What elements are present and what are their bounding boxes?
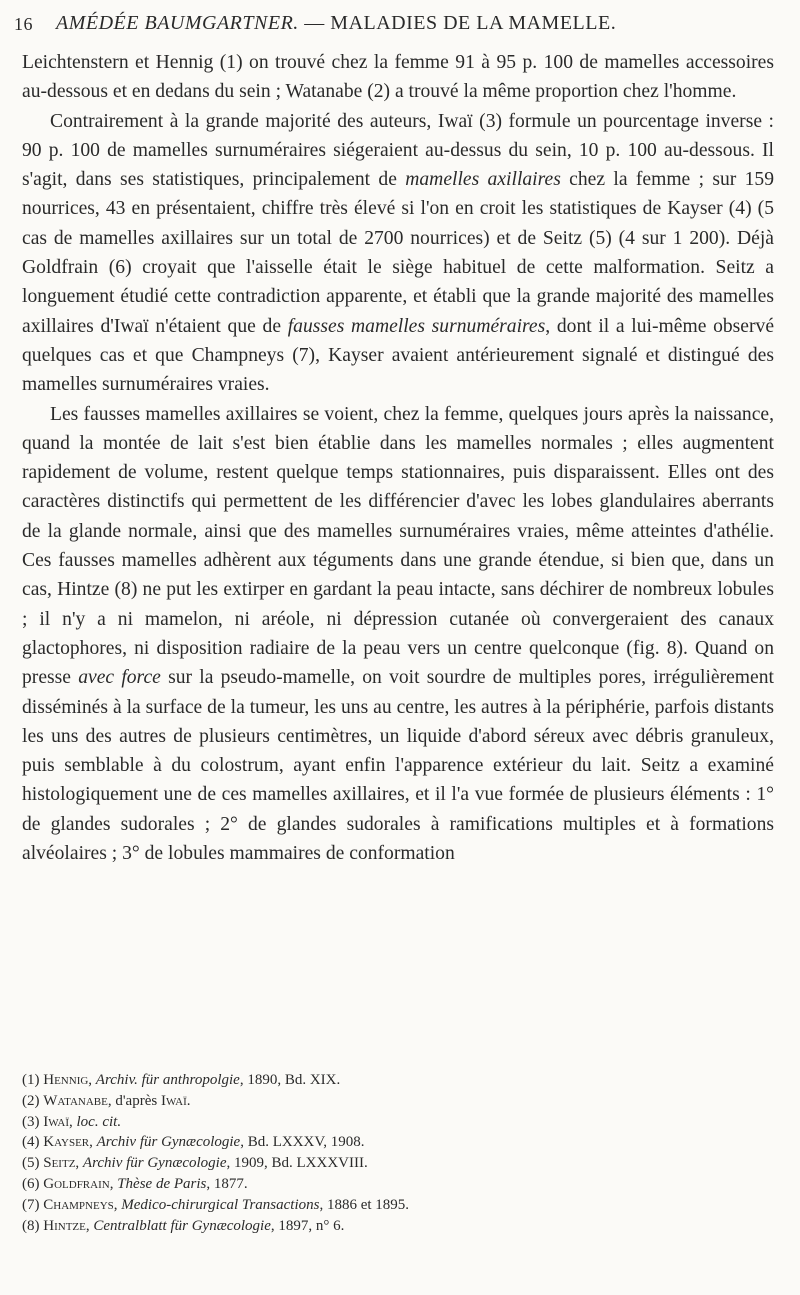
author-citation: Hennig [43, 1072, 89, 1088]
paragraph [22, 48, 774, 107]
italic-text: Centralblatt für Gynæcologie [93, 1217, 271, 1234]
author-citation: Kayser [43, 1134, 90, 1151]
text-run: Leichtenstern et Hennig (1) on trouvé chez la femme 91 à 95 p. 100 de mamelles accessoires au-dessous et en dedans du sein ; Watanabe (2) a trouvé la même proportion chez l'homme. [22, 52, 774, 103]
author-citation: Seitz [43, 1155, 76, 1172]
text-run: , [85, 1217, 94, 1234]
author-name: AMÉDÉE BAUMGARTNER. [56, 12, 299, 34]
text-run: , d'après [107, 1092, 161, 1109]
text-run: , [69, 1113, 77, 1130]
author-citation: Goldfrain [43, 1175, 110, 1192]
paragraph [22, 107, 774, 400]
author-citation: Watanabe [43, 1092, 108, 1109]
text-run: sur la pseudo-mamelle, on voit sourdre de multiples pores, irrégulièrement disséminés à la surface de la tumeur, les uns au centre, les autres à la périphérie, parfois distants les uns des autres de plusieurs centimètres, un liquide d'abord séreux avec débris granuleux, puis semblable à du colostrum, ayant enfin l'apparence extérieur du lait. Seitz a examiné histologiquement une de ces mamelles axillaires, et il l'a vue formée de plusieurs éléments : 1° de glandes sudorales ; 2° de glandes sudorales à ramifications multiples et à formations alvéolaires ; 3° de lobules mammaires de conformation [22, 667, 774, 865]
text-run: , [89, 1134, 97, 1151]
text-run: , 1909, Bd. LXXXVIII. [226, 1155, 368, 1172]
italic-text: Archiv. für anthropolgie [95, 1072, 240, 1088]
text-run: Les fausses mamelles axillaires se voient, chez la femme, quelques jours après la naissance, quand la montée de lait s'est bien établie dans les mamelles normales ; elles augmentent rapidement de volume, restent quelque temps stationnaires, puis disparaissent. Elles ont des caractères distinctifs qui permettent de les différencier d'avec les lobes glandulaires aberrants de la glande normale, ainsi que des mamelles surnuméraires vraies, même atteintes d'athélie. Ces fausses mamelles adhèrent aux téguments dans une grande étendue, si bien que, dans un cas, Hintze (8) ne put les extirper en gardant la peau intacte, sans déchirer de nombreux lobules ; il n'y a ni mamelon, ni aréole, ni dépression cutanée où convergeraient des canaux glactophores, ni disposition radiaire de la peau vers un centre quelconque (fig. 8). Quand on presse [22, 403, 774, 689]
italic-text: fausses mamelles surnuméraires [287, 315, 546, 337]
italic-text: Archiv für Gynæcologie [82, 1155, 227, 1172]
text-run: Contrairement à la grande majorité des auteurs, Iwaï (3) formule un pourcentage inverse : 90 p. 100 de mamelles surnuméraires siégeraient au-dessus du sein, 10 p. 100 au-dessous. Il s'agit, dans ses statistiques, principalement de [22, 110, 774, 191]
italic-text: mamelles axillaires [405, 169, 561, 191]
footnote [22, 1153, 774, 1174]
italic-text: Medico-chirurgical Transactions [121, 1196, 320, 1213]
text-run: . [186, 1092, 191, 1109]
author-citation: Iwaï [160, 1092, 187, 1109]
text-run: (5) [22, 1155, 44, 1172]
text-run: , [109, 1175, 118, 1192]
section-title: MALADIES DE LA MAMELLE. [330, 12, 617, 34]
text-run: , 1886 et 1895. [319, 1196, 410, 1213]
footnote [22, 1070, 774, 1091]
text-run: (6) [22, 1175, 44, 1192]
text-run: , [88, 1072, 96, 1088]
text-run: , [113, 1196, 122, 1213]
text-run: (1) [22, 1072, 44, 1088]
body-text [22, 48, 774, 868]
author-citation: Iwaï [43, 1113, 70, 1130]
running-title [56, 12, 616, 35]
text-run: , 1897, n° 6. [270, 1217, 345, 1234]
author-citation: Hintze [43, 1217, 86, 1234]
text-run: (3) [22, 1113, 44, 1130]
footnote [22, 1091, 774, 1112]
title-separator: — [304, 12, 325, 34]
text-run: , 1890, Bd. XIX. [239, 1072, 341, 1088]
footnote [22, 1195, 774, 1216]
text-run: (8) [22, 1217, 44, 1234]
text-run: (7) [22, 1196, 44, 1213]
footnotes [22, 1070, 774, 1236]
text-run: (2) [22, 1092, 44, 1109]
text-run: , 1877. [206, 1175, 248, 1192]
italic-text: loc. cit. [76, 1113, 122, 1130]
running-header [14, 12, 774, 40]
author-citation: Champneys [43, 1196, 114, 1213]
text-run: , Bd. LXXXV, 1908. [240, 1134, 365, 1151]
text-run: , [75, 1155, 83, 1172]
footnote [22, 1216, 774, 1237]
italic-text: Thèse de Paris [117, 1175, 207, 1192]
text-run: , dont il a lui-même observé quelques cas et que Champneys (7), Kayser avaient antérieurement signalé et distingué des mamelles surnuméraires vraies. [22, 315, 775, 396]
page-number: 16 [14, 14, 33, 34]
footnote [22, 1132, 774, 1153]
italic-text: avec force [78, 667, 161, 689]
italic-text: Archiv für Gynæcologie [96, 1134, 241, 1151]
footnote [22, 1112, 774, 1133]
text-run: chez la femme ; sur 159 nourrices, 43 en présentaient, chiffre très élevé si l'on en croit les statistiques de Kayser (4) (5 cas de mamelles axillaires sur un total de 2700 nourrices) et de Seitz (5) (4 sur 1 200). Déjà Goldfrain (6) croyait que l'aisselle était le siège habituel de cette malformation. Seitz a longuement étudié cette contradiction apparente, et établi que la grande majorité des mamelles axillaires d'Iwaï n'étaient que de [22, 169, 775, 337]
paragraph [22, 400, 774, 869]
footnote [22, 1174, 774, 1195]
text-run: (4) [22, 1134, 44, 1151]
